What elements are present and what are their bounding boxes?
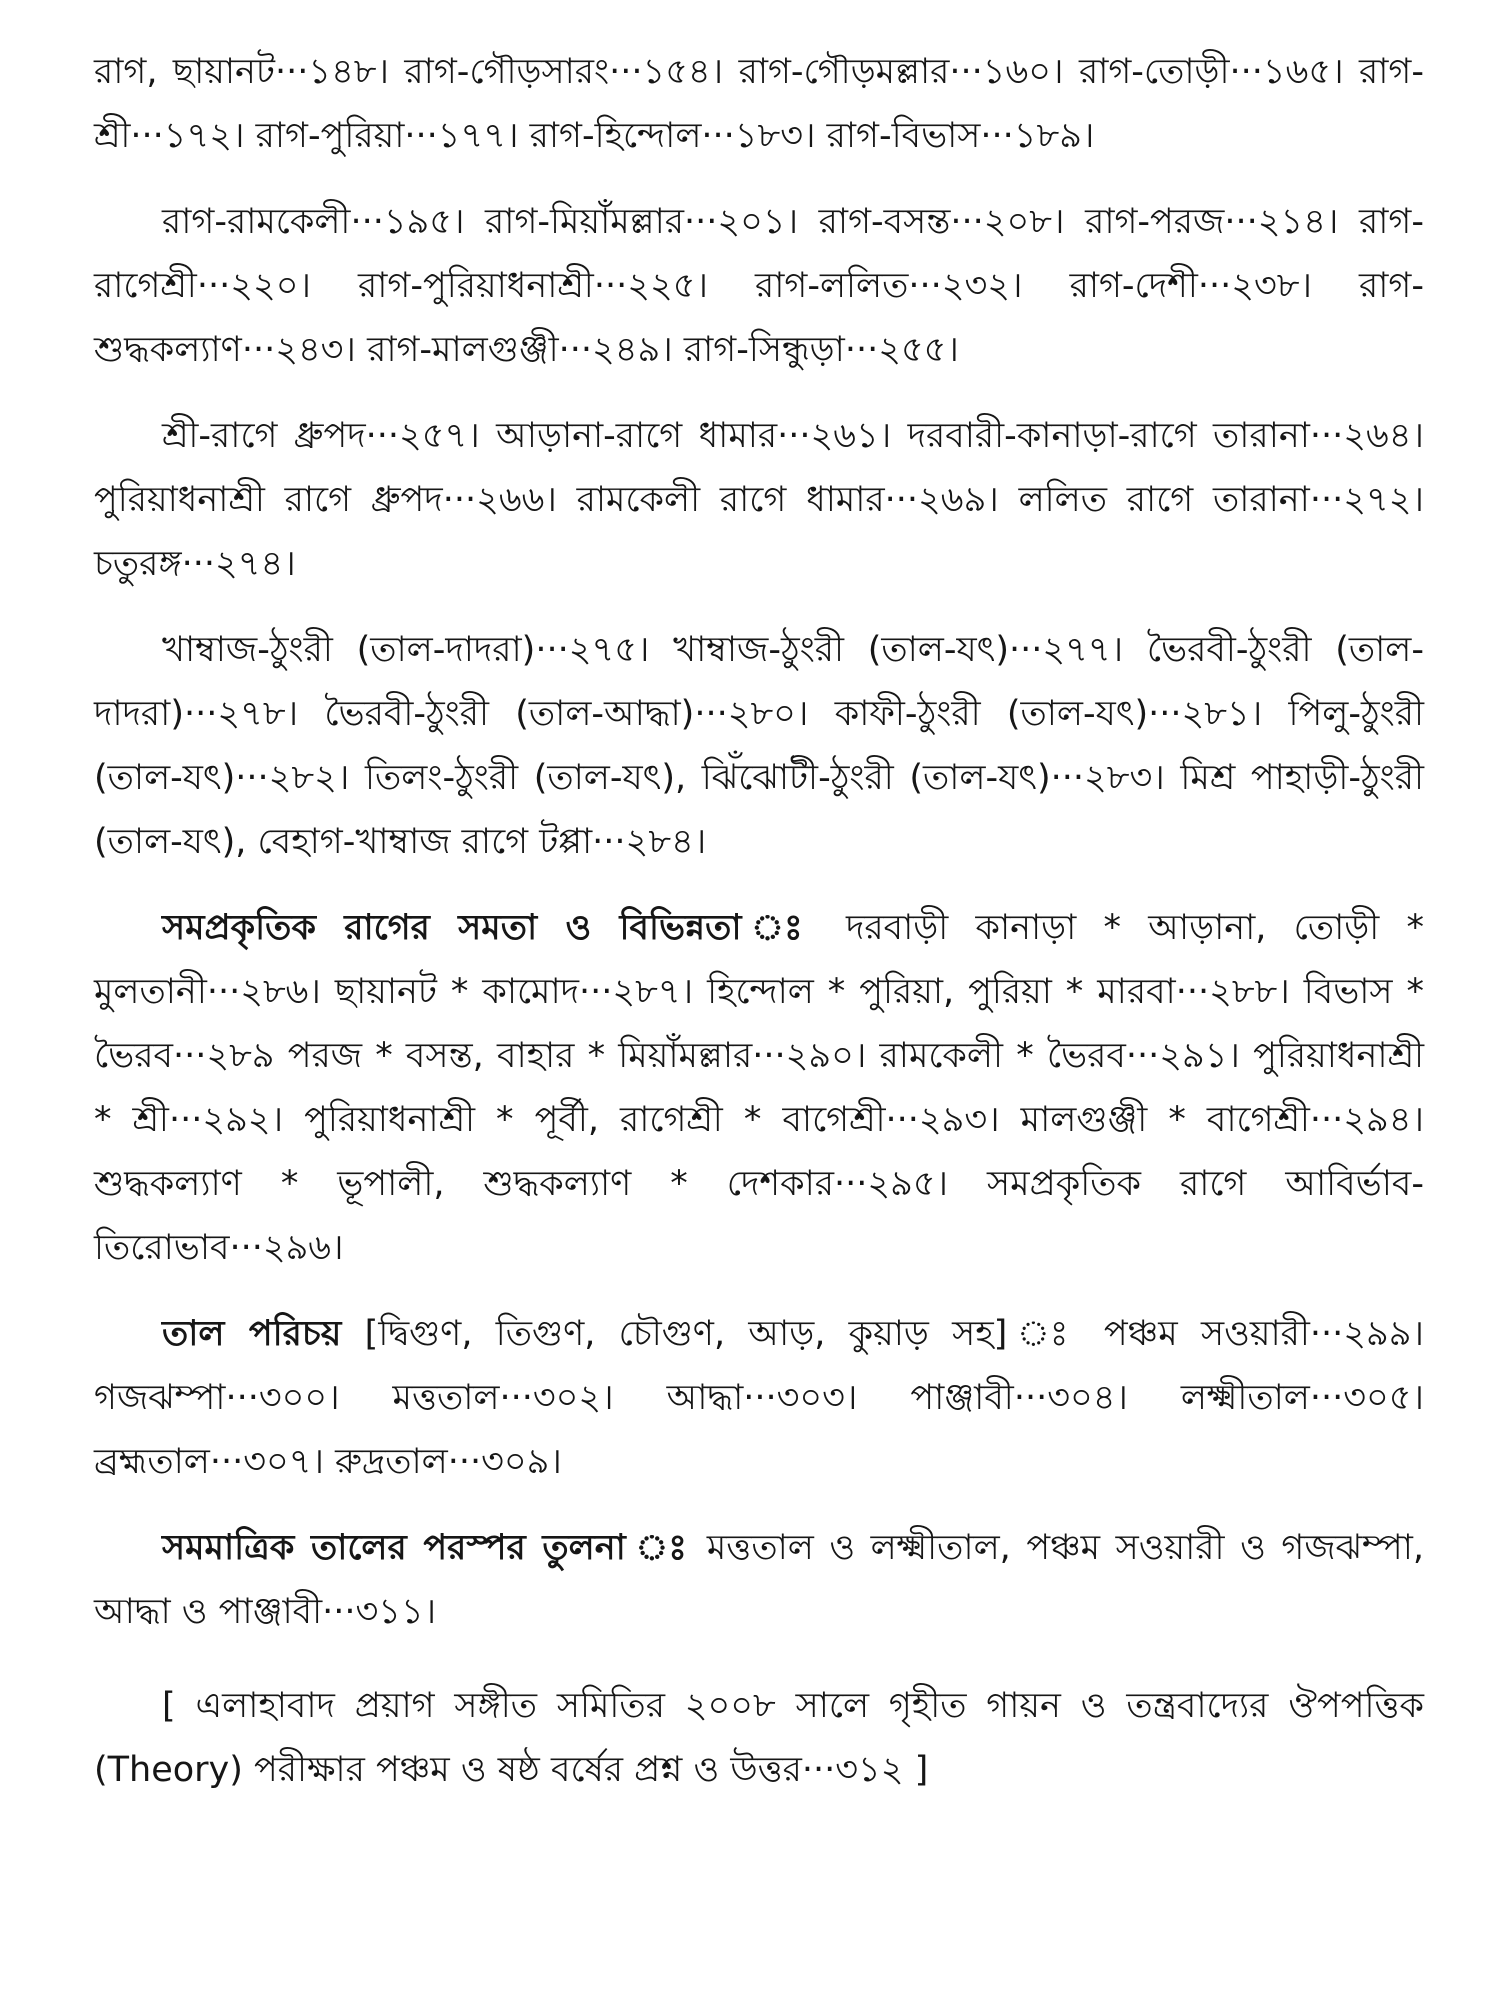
paragraph-text: রাগ, ছায়ানট···১৪৮। রাগ-গৌড়সারং···১৫৪। রাগ-গৌড়মল্লার···১৬০। রাগ-তোড়ী···১৬৫। রাগ-শ্রী···১৭২। রাগ-পুরিয়া···১৭৭। রাগ-হিন্দোল···১৮৩। রাগ-বিভাস···১৮৯।	[94, 52, 1424, 156]
raga-list-paragraph-1	[94, 40, 1424, 168]
tala-comparison-paragraph	[94, 1516, 1424, 1644]
paragraph-text: [দ্বিগুণ, তিগুণ, চৌগুণ, আড়, কুয়াড় সহ] ঃ পঞ্চম সওয়ারী···২৯৯। গজঝম্পা···৩০০। মত্ততাল···৩০২। আদ্ধা···৩০৩। পাঞ্জাবী···৩০৪। লক্ষ্মীতাল···৩০৫। ব্রহ্মতাল···৩০৭। রুদ্রতাল···৩০৯।	[94, 1314, 1424, 1482]
section-heading: তাল পরিচয়	[162, 1314, 342, 1354]
section-heading: সমপ্রকৃতিক রাগের সমতা ও বিভিন্নতা ঃ	[162, 908, 819, 948]
composition-list-paragraph	[94, 404, 1424, 596]
raga-list-paragraph-2	[94, 190, 1424, 382]
paragraph-text: শ্রী-রাগে ধ্রুপদ···২৫৭। আড়ানা-রাগে ধামার···২৬১। দরবারী-কানাড়া-রাগে তারানা···২৬৪। পুরিয়াধনাশ্রী রাগে ধ্রুপদ···২৬৬। রামকেলী রাগে ধামার···২৬৯। ললিত রাগে তারানা···২৭২। চতুরঙ্গ···২৭৪।	[94, 416, 1424, 584]
paragraph-text: দরবাড়ী কানাড়া * আড়ানা, তোড়ী * মুলতানী···২৮৬। ছায়ানট * কামোদ···২৮৭। হিন্দোল * পুরিয়া, পুরিয়া * মারবা···২৮৮। বিভাস * ভৈরব···২৮৯ পরজ * বসন্ত, বাহার * মিয়াঁমল্লার···২৯০। রামকেলী * ভৈরব···২৯১। পুরিয়াধনাশ্রী * শ্রী···২৯২। পুরিয়াধনাশ্রী * পূর্বী, রাগেশ্রী * বাগেশ্রী···২৯৩। মালগুঞ্জী * বাগেশ্রী···২৯৪। শুদ্ধকল্যাণ * ভূপালী, শুদ্ধকল্যাণ * দেশকার···২৯৫। সমপ্রকৃতিক রাগে আবির্ভাব-তিরোভাব···২৯৬।	[94, 908, 1425, 1268]
thumri-list-paragraph	[94, 618, 1424, 874]
exam-note-paragraph	[94, 1674, 1424, 1802]
similar-ragas-paragraph	[94, 896, 1424, 1280]
paragraph-text: খাম্বাজ-ঠুংরী (তাল-দাদরা)···২৭৫। খাম্বাজ-ঠুংরী (তাল-যৎ)···২৭৭। ভৈরবী-ঠুংরী (তাল-দাদরা)···২৭৮। ভৈরবী-ঠুংরী (তাল-আদ্ধা)···২৮০। কাফী-ঠুংরী (তাল-যৎ)···২৮১। পিলু-ঠুংরী (তাল-যৎ)···২৮২। তিলং-ঠুংরী (তাল-যৎ), ঝিঁঝোটী-ঠুংরী (তাল-যৎ)···২৮৩। মিশ্র পাহাড়ী-ঠুংরী (তাল-যৎ), বেহাগ-খাম্বাজ রাগে টপ্পা···২৮৪।	[94, 630, 1424, 862]
tala-introduction-paragraph	[94, 1302, 1424, 1494]
paragraph-text: [ এলাহাবাদ প্রয়াগ সঙ্গীত সমিতির ২০০৮ সালে গৃহীত গায়ন ও তন্ত্রবাদ্যের ঔপপত্তিক (Theory) পরীক্ষার পঞ্চম ও ষষ্ঠ বর্ষের প্রশ্ন ও উত্তর···৩১২ ]	[94, 1686, 1424, 1790]
paragraph-text: মত্ততাল ও লক্ষ্মীতাল, পঞ্চম সওয়ারী ও গজঝম্পা, আদ্ধা ও পাঞ্জাবী···৩১১।	[94, 1528, 1424, 1632]
document-page	[94, 40, 1424, 1960]
section-heading: সমমাত্রিক তালের পরস্পর তুলনা ঃ	[162, 1528, 692, 1568]
paragraph-text: রাগ-রামকেলী···১৯৫। রাগ-মিয়াঁমল্লার···২০১। রাগ-বসন্ত···২০৮। রাগ-পরজ···২১৪। রাগ-রাগেশ্রী···২২০। রাগ-পুরিয়াধনাশ্রী···২২৫। রাগ-ললিত···২৩২। রাগ-দেশী···২৩৮। রাগ-শুদ্ধকল্যাণ···২৪৩। রাগ-মালগুঞ্জী···২৪৯। রাগ-সিন্ধুড়া···২৫৫।	[94, 202, 1424, 370]
